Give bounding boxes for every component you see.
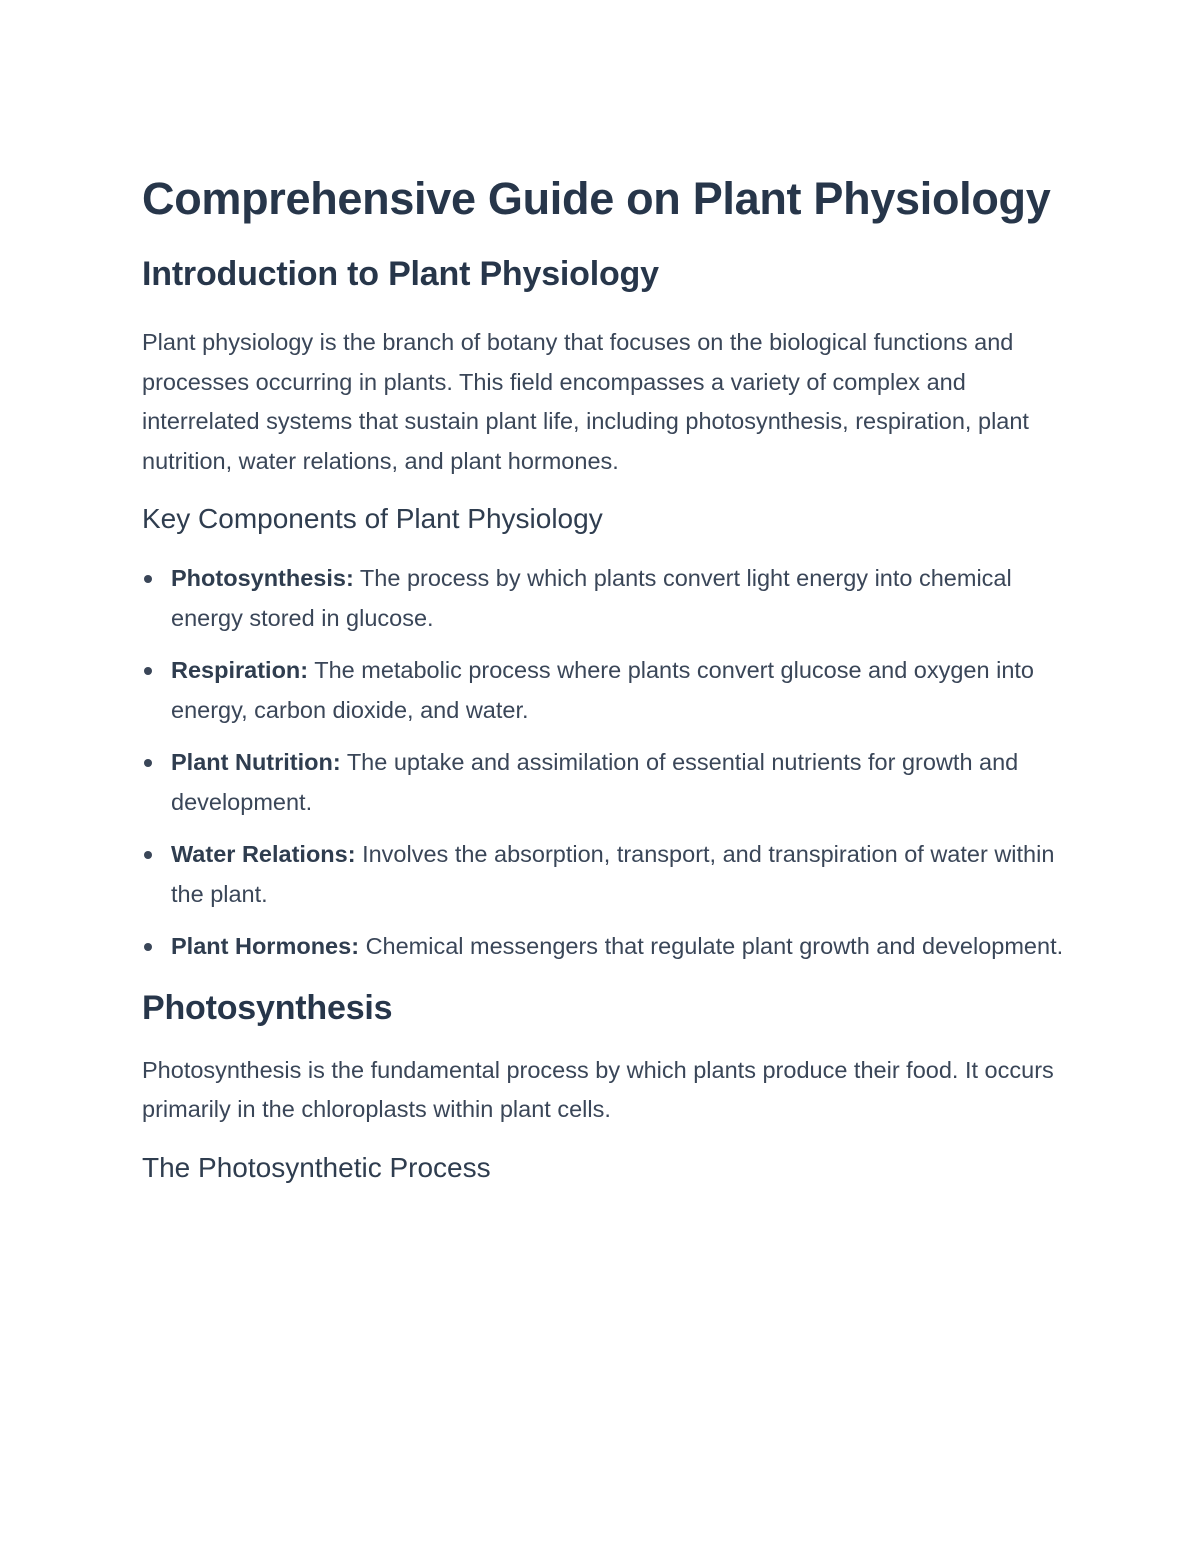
list-item-description: The uptake and assimilation of essential nutrients for growth and development. [171,749,1019,815]
intro-heading: Introduction to Plant Physiology [142,255,659,293]
page-title: Comprehensive Guide on Plant Physiology [142,173,1051,224]
list-item [142,559,1072,638]
list-item-description: The process by which plants convert light energy into chemical energy stored in glucose. [171,565,1012,631]
bullet-icon [144,851,152,859]
list-item-description: Chemical messengers that regulate plant growth and development. [365,933,1064,959]
intro-paragraph: Plant physiology is the branch of botany that focuses on the biological functions and processes occurring in plants. This field encompasses a variety of complex and interrelated systems that sustain plant life, including photosynthesis, respiration, plant nutrition, water relations, and plant hormones. [142,329,1029,474]
list-item-term: Respiration: [171,657,309,683]
photosynthesis-paragraph: Photosynthesis is the fundamental process by which plants produce their food. It occurs primarily in the chloroplasts within plant cells. [142,1056,1054,1122]
list-item-term: Plant Nutrition: [171,749,341,775]
key-components-heading: Key Components of Plant Physiology [142,503,603,534]
bullet-icon [144,943,152,951]
list-item [142,835,1072,914]
photosynthesis-heading: Photosynthesis [142,988,393,1027]
list-item [142,743,1072,822]
list-item-description: Involves the absorption, transport, and transpiration of water within the plant. [171,841,1055,907]
list-item-term: Plant Hormones: [171,933,360,959]
bullet-icon [144,667,152,675]
document-page [142,166,1072,1186]
key-components-list [142,559,1072,967]
list-item [142,651,1072,730]
bullet-icon [144,759,152,767]
list-item [142,927,1072,967]
bullet-icon [144,575,152,583]
list-item-description: The metabolic process where plants convert glucose and oxygen into energy, carbon dioxide, and water. [171,657,1034,723]
list-item-term: Photosynthesis: [171,565,354,591]
list-item-term: Water Relations: [171,841,356,867]
photosynthetic-process-heading: The Photosynthetic Process [142,1151,491,1183]
